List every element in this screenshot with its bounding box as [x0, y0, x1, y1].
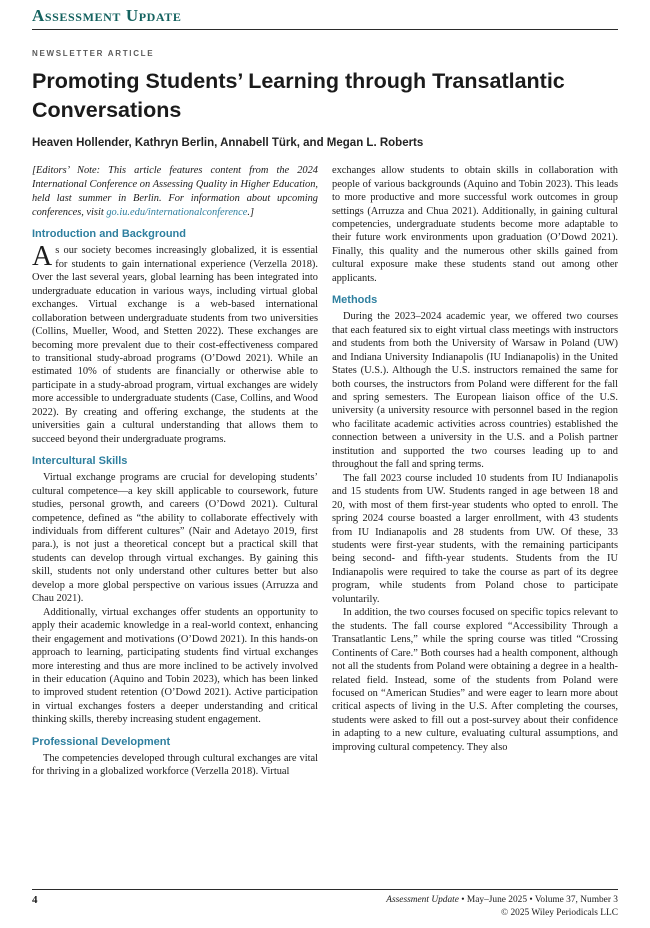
- body-paragraph: During the 2023–2024 academic year, we offered two courses that each featured six to eight virtual class meetings with instructors and students from both the University of Warsaw in Poland (UW) and Indiana University Indianapolis (IU Indianapolis) in the United States (U.S.). Although the U.S. instructors remained the same for both courses, the instructors from Poland were different for the fall and spring semesters. The European liaison office of the U.S. university (a university resource with personnel based in the region who facilitate academic activities across countries) established the connection between a university in the U.S. and a Polish partner institution and supported the two courses leading up to and throughout the fall and spring terms.: [332, 311, 618, 471]
- masthead-title: Assessment Update: [32, 6, 182, 25]
- body-paragraph: Virtual exchange programs are crucial for developing students’ cultural competence—a key skill applicable to coursework, future studies, personal growth, and careers (O’Dowd 2021). Cultural competence, defined as “the ability to collaborate effectively with individuals from different cultures” (Nair and Adetayo 2019, first para.), is not just a theoretical concept but a practical skill that students can develop through virtual exchanges. By gaining this skill, students not only understand other cultures better but also develop a more global perspective on various issues (Arruzza and Chau 2021).: [32, 472, 318, 605]
- section-heading: Professional Development: [32, 735, 171, 748]
- page-footer: [32, 889, 618, 919]
- editors-note: [32, 164, 318, 219]
- footer-issue-info: • May–June 2025 • Volume 37, Number 3: [458, 895, 618, 905]
- body-paragraph: The competencies developed through cultural exchanges are vital for thriving in a globalized workforce (Verzella 2018). Virtual: [32, 752, 318, 778]
- section-heading: Methods: [332, 294, 378, 307]
- footer-journal-name: Assessment Update: [386, 895, 459, 905]
- section-heading: Introduction and Background: [32, 228, 186, 241]
- editors-note-link[interactable]: go.iu.edu/internationalconference: [106, 206, 248, 218]
- left-column: [32, 164, 318, 779]
- article-body: [32, 164, 618, 779]
- body-paragraph: In addition, the two courses focused on specific topics relevant to the students. The fall course explored “Accessibility Through a Transatlantic Lens,” while the spring course was titled “Crossing Continents of Care.” Both courses had a health component, although not all the students from Poland were obtaining a degree in a health-related field. Instead, some of the students from Poland were focused on “American Studies” and were eager to learn more about critical aspects of living in the U.S. After completing the courses, students were asked to fill out a post-survey about their confidence in adapting to a new culture, evaluating cultural assumptions, and improving cultural competency. They also: [332, 607, 618, 753]
- dropcap: A: [32, 241, 53, 273]
- masthead: [32, 6, 618, 30]
- masthead-rule: [32, 29, 618, 30]
- body-paragraph: The fall 2023 course included 10 students from IU Indianapolis and 15 students from UW. Students ranged in age between 18 and 20, with most of them first-year students who opted to enroll. The spring 2024 course boasted a larger enrollment, with 43 students from IU Indianapolis and 28 students from UW. Of these, 33 students were first-year students, with the remaining participants being second- and fifth-year students. Students from the IU Indianapolis were required to take the course as part of its degree program, while students from Poland chose to participate voluntarily.: [332, 472, 618, 605]
- page-number: 4: [32, 894, 38, 906]
- footer-copyright: © 2025 Wiley Periodicals LLC: [501, 907, 618, 918]
- editors-note-text: [Editors’ Note: This article features content from the 2024 International Conference on Assessing Quality in Higher Education, held last summer in Berlin. For information about upcoming conferences, visit: [32, 165, 318, 218]
- body-paragraph: As our society becomes increasingly globalized, it is essential for students to gain international experience (Verzella 2018). Over the last several years, global learning has been integrated into undergraduate education in various ways, including virtual global exchanges. Virtual exchange is a web-based international collaboration between undergraduate students from two universities (Collins, Mueller, Wood, and Stetten 2022). These exchanges are becoming more prevalent due to their cost-effectiveness compared to transitional study-abroad programs (O’Dowd 2021). While an estimated 10% of students are financially or otherwise able to participate in a study-abroad program, virtual exchanges are widely more accessible to undergraduate students (Case, Collins, and Wood 2022). By creating and offering exchange, the students at the universities gain a cultural understanding that allows them to succeed beyond their undergraduate programs.: [32, 241, 318, 445]
- editors-note-text: .]: [247, 206, 255, 218]
- section-heading: Intercultural Skills: [32, 455, 128, 468]
- footer-citation: [386, 894, 618, 919]
- body-paragraph: exchanges allow students to obtain skills in collaboration with people of various backgrounds (Aquino and Tobin 2023). This leads to more productive and more successful work outcomes in group settings (Arruzza and Chua 2021). Additionally, in gaining cultural competencies, undergraduate students become more adaptable to their future work environments upon graduation (O’Dowd 2021). Finally, this quality and the numerous other skills gained from cultural exposure make these students stand out among other applicants.: [332, 165, 618, 284]
- footer-issue-line: [386, 894, 618, 907]
- footer-rule: [32, 889, 618, 890]
- article-authors: Heaven Hollender, Kathryn Berlin, Annabell Türk, and Megan L. Roberts: [32, 137, 424, 150]
- article-title: Promoting Students’ Learning through Transatlantic Conversations: [32, 69, 565, 122]
- right-column: [332, 164, 618, 779]
- body-paragraph: Additionally, virtual exchanges offer students an opportunity to apply their academic knowledge in a real-world context, enhancing their engagement and motivations (O’Dowd 2021). In this hands-on approach to learning, participating students find virtual exchanges more interesting and thus are more inclined to be actively involved in their education (Aquino and Tobin 2023), which has been linked to improved student retention (O’Dowd 2021). Active participation in virtual exchanges fosters a deeper understanding and critical thinking skills, thereby increasing student engagement.: [32, 606, 318, 726]
- article-kicker: NEWSLETTER ARTICLE: [32, 49, 155, 58]
